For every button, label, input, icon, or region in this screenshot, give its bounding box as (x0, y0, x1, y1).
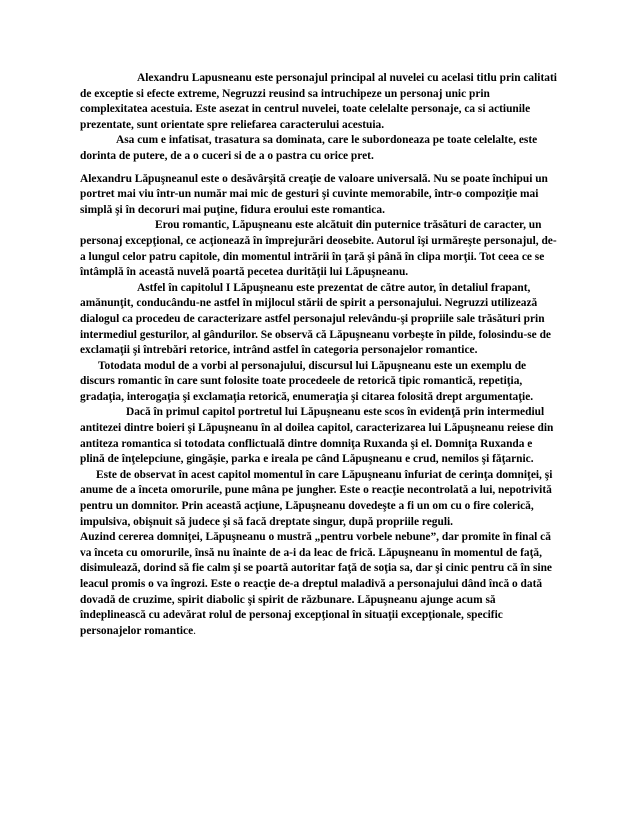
paragraph-dominant-trait: Asa cum e infatisat, trasatura sa dominata, care le subordoneaza pe toate celelalte, este dorinta de putere, de a o cuceri si de a o pastra cu orice pret. (80, 134, 538, 162)
paragraph-conclusion (80, 530, 558, 639)
paragraph-antithesis: Dacă în primul capitol portretul lui Lăpuşneanu este scos în evidenţă prin intermediul antitezei dintre boieri şi Lăpuşneanu în al doilea capitol, caracterizarea lui Lăpuşneanu reiese din antiteza romantica si totodata conflictuală dintre domniţa Ruxanda şi el. Domniţa Ruxanda e plină de înţelepciune, gingăşie, parka e ireala pe când Lăpuşneanu e crud, nemilos şi făţarnic. (80, 406, 554, 466)
paragraph-universal-creation: Alexandru Lăpuşneanul este o desăvârşită creaţie de valoare universală. Nu se poate închipui un portret mai viu într-un număr mai mic de gesturi şi cuvinte memorabile, într-o compoziţie mai simplă şi în decoruri mai puţine, fidura eroului este romantica. (80, 172, 548, 216)
paragraph-chapter-one: Astfel în capitolul I Lăpuşneanu este prezentat de către autor, în detaliul frapant, amănunţit, conducându-ne astfel în mijlocul stării de spirit a personajului. Negruzzi utilizează dialogul ca procedeu de caracterizare astfel personajul relevându-şi propriile sale trăsături prin intermediul gesturilor, al gândurilor. Se observă că Lăpuşneanu vorbeşte în pilde, folosindu-se de exclamaţii şi întrebări retorice, intrând astfel în categoria personajelor romantice. (80, 281, 551, 357)
final-period: . (193, 624, 197, 637)
paragraph-dagger-moment: Este de observat în acest capitol momentul în care Lăpuşneanu înfuriat de cerinţa domniţei, şi anume de a înceta omorurile, pune mâna pe jungher. Este o reacţie necontrolată a lui, nepotrivită pentru un domnitor. Prin această acţiune, Lăpuşneanu dovedeşte a fi un om cu o fire colerică, impulsiva, obişnuit să judece şi să facă dreptate singur, după propriile reguli. (80, 468, 553, 528)
paragraph-discourse: Totodata modul de a vorbi al personajului, discursul lui Lăpuşneanu este un exemplu de discurs romantic în care sunt folosite toate procedeele de retorică tipic romantică, repetiţia, gradaţia, interogaţia şi exclamaţia retorică, enumeraţia şi citarea folosită drept argumentaţie. (80, 359, 534, 403)
paragraph-intro: Alexandru Lapusneanu este personajul principal al nuvelei cu acelasi titlu prin calitati de exceptie si efecte extreme, Negruzzi reusind sa intruchipeze un personaj unic prin complexitatea acestuia. Este asezat in centrul nuvelei, toate celelalte personaje, ca si actiunile prezentate, sunt orientate spre reliefarea caracterului acestuia. (80, 72, 557, 131)
paragraph-conclusion-text: Auzind cererea domniţei, Lăpuşneanu o mustră „pentru vorbele nebune”, dar promite în final că va înceta cu omorurile, însă nu înainte de a-i da leac de frică. Lăpuşneanu în momentul de faţă, disimulează, dorind să fie calm şi se poartă autoritar faţă de soţia sa, dar şi cinic pentru că în sine leacul promis o va îngrozi. Este o reacţie de-a dreptul maladivă a personajului dând încă o dată dovadă de cruzime, spirit diabolic şi spirit de răzbunare. Lăpuşneanu ajunge acum să îndeplinească cu adevărat rolul de personaj excepţional în situaţii excepţionale, specific personajelor romantice (80, 531, 552, 637)
document-page (80, 71, 558, 639)
paragraph-romantic-hero: Erou romantic, Lăpuşneanu este alcătuit din puternice trăsături de caracter, un personaj excepţional, ce acţionează în împrejurări deosebite. Autorul îşi urmăreşte personajul, de-a lungul celor patru capitole, din momentul intrării în ţară şi până în clipa morţii. Tot ceea ce se întâmplă în această nuvelă poartă pecetea durităţii lui Lăpuşneanu. (80, 219, 557, 279)
